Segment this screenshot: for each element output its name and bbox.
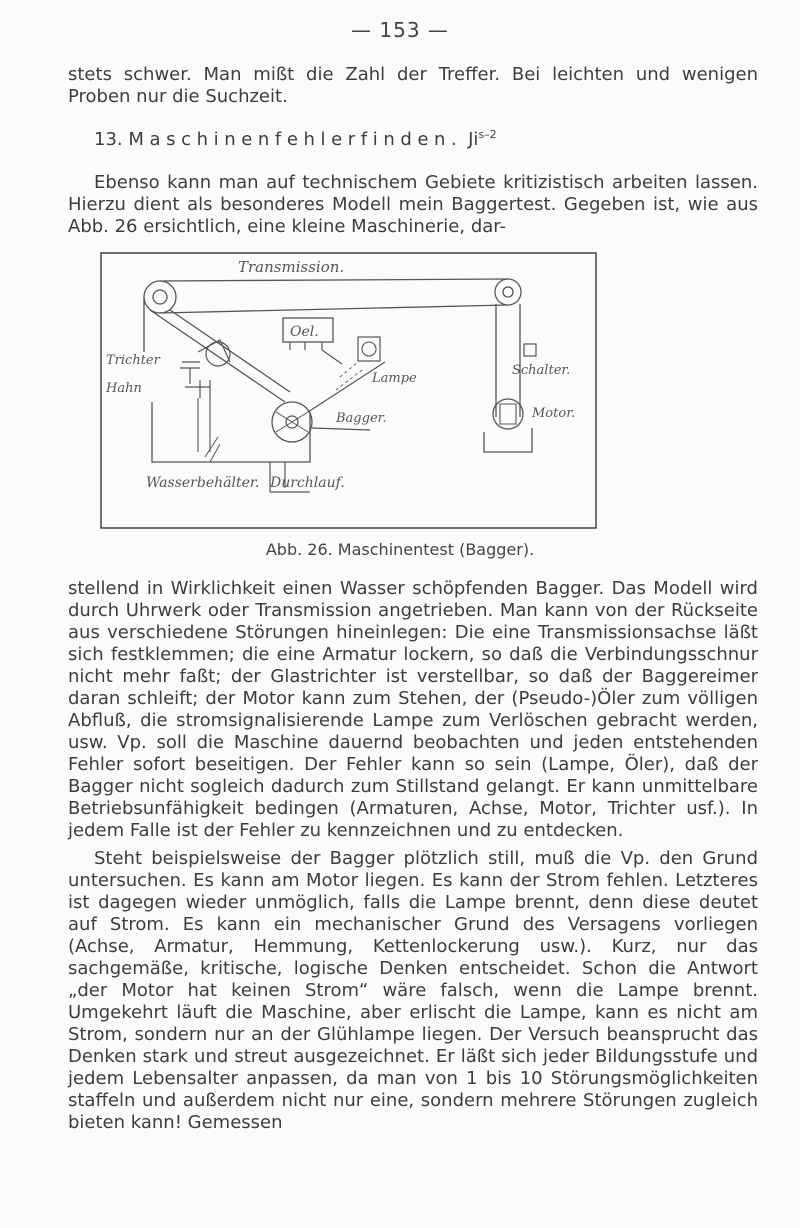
paragraph-3: stellend in Wirklichkeit einen Wasser schöpfenden Bagger. Das Modell wird durch Uhrwerk oder Transmission angetrieben. Man kann von der Rückseite aus verschiedene Störungen hineinlegen: Die eine Transmissionsachse läßt sich festklemmen; die eine Armatur lockern, so daß die Verbindungsschnur nicht mehr faßt; der Glastrichter ist verstellbar, so daß der Baggereimer daran schleift; der Motor kann zum Stehen, der (Pseudo-)Öler zum völligen Abfluß, die stromsignalisierende Lampe zum Verlöschen gebracht werden, usw. Vp. soll die Maschine dauernd beobachten und jeden entstehenden Fehler sofort beseitigen. Der Fehler kann so sein (Lampe, Öler), daß der Bagger nicht sogleich dadurch zum Stillstand gelangt. Er kann unmittelbare Betriebsunfähigkeit bedingen (Armaturen, Achse, Motor, Trichter usf.). In jedem Falle ist der Fehler zu kennzeichnen und zu entdecken.	[68, 578, 758, 841]
figure-machine-diagram	[100, 252, 597, 529]
label-durchlauf: Durchlauf.	[270, 475, 345, 491]
paragraph-1: stets schwer. Man mißt die Zahl der Treffer. Bei leichten und wenigen Proben nur die Suchzeit.	[68, 64, 758, 107]
section-number: 13.	[94, 129, 123, 150]
section-tag: Ji	[468, 129, 479, 150]
label-trichter: Trichter	[106, 353, 160, 368]
page-number: — 153 —	[351, 18, 449, 42]
label-motor: Motor.	[532, 406, 576, 421]
section-heading	[94, 128, 497, 150]
label-wasserbehaelter: Wasserbehälter.	[146, 475, 260, 491]
label-bagger: Bagger.	[336, 411, 387, 426]
paragraph-2: Ebenso kann man auf technischem Gebiete kritizistisch arbeiten lassen. Hierzu dient als besonderes Modell mein Baggertest. Gegeben ist, wie aus Abb. 26 ersichtlich, eine kleine Maschinerie, dar-	[68, 172, 758, 237]
label-schalter: Schalter.	[512, 363, 571, 378]
figure-caption: Abb. 26. Maschinentest (Bagger).	[265, 540, 535, 559]
label-lampe: Lampe	[372, 371, 417, 386]
section-title: Maschinenfehlerfinden.	[128, 129, 463, 150]
label-oel: Oel.	[290, 324, 319, 340]
label-transmission: Transmission.	[238, 258, 345, 276]
paragraph-4: Steht beispielsweise der Bagger plötzlich still, muß die Vp. den Grund untersuchen. Es kann am Motor liegen. Es kann der Strom fehlen. Letzteres ist dagegen wieder unmöglich, falls die Lampe brennt, denn diese deutet auf Strom. Es kann ein mechanischer Grund des Versagens vorliegen (Achse, Armatur, Hemmung, Kettenlockerung usw.). Kurz, nur das sachgemäße, kritische, logische Denken entscheidet. Schon die Antwort „der Motor hat keinen Strom“ wäre falsch, wenn die Lampe brennt. Umgekehrt läuft die Maschine, aber erlischt die Lampe, kann es nicht am Strom, sondern nur an der Glühlampe liegen. Der Versuch beansprucht das Denken stark und streut ausgezeichnet. Er läßt sich jeder Bildungsstufe und jedem Lebensalter anpassen, da man von 1 bis 10 Störungsmöglichkeiten staffeln und außerdem nicht nur eine, sondern mehrere Störungen zugleich bieten kann! Gemessen	[68, 848, 758, 1133]
label-hahn: Hahn	[106, 381, 142, 396]
section-tag-sup: s–2	[478, 128, 497, 141]
